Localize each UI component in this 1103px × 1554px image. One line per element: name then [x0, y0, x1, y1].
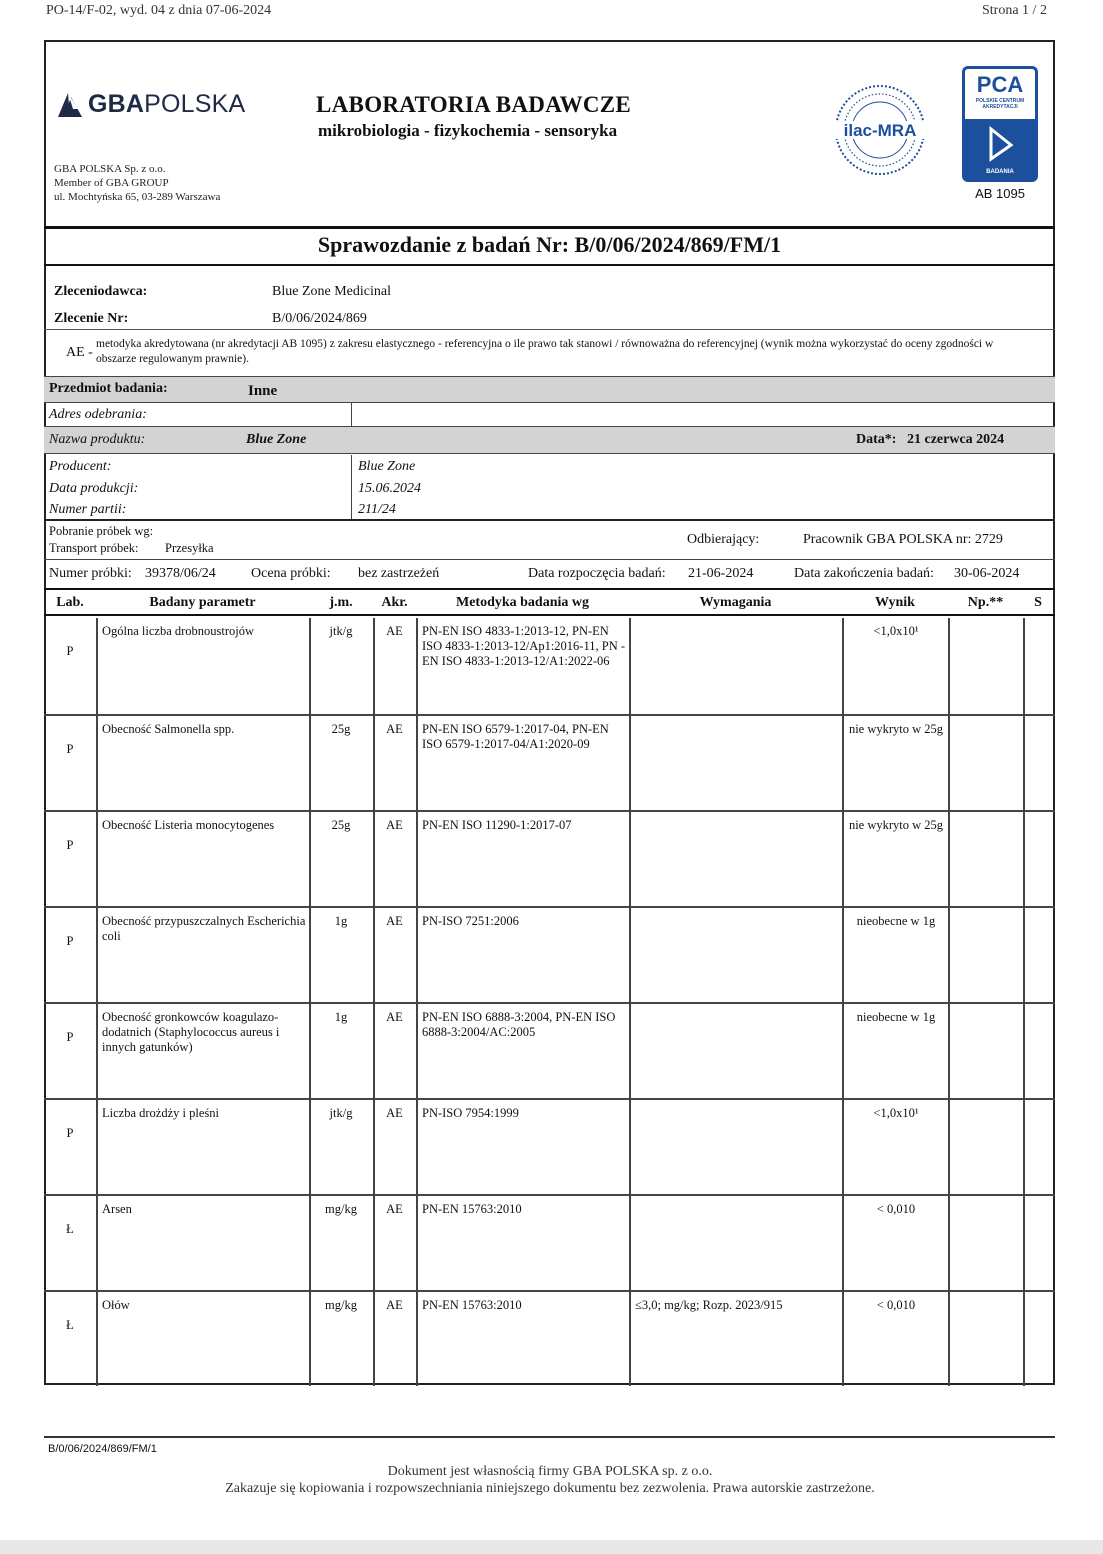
sample-number-label: Numer próbki:	[49, 566, 132, 581]
cell-akr: AE	[386, 1010, 403, 1024]
cell-lab: P	[66, 1126, 74, 1140]
divider	[44, 329, 1055, 330]
cell-unit: mg/kg	[325, 1202, 357, 1216]
cell-akr: AE	[386, 1202, 403, 1216]
cell-unit: 25g	[331, 818, 351, 832]
svg-text:BADANIA: BADANIA	[986, 169, 1014, 175]
cell-result: nie wykryto w 25g	[848, 818, 944, 832]
lab-title: LABORATORIA BADAWCZE	[316, 92, 632, 117]
transport-value: Przesyłka	[165, 541, 214, 555]
subject-label: Przedmiot badania:	[49, 381, 168, 396]
table-row	[44, 1098, 1055, 1194]
cell-method: PN-EN ISO 6579-1:2017-04, PN-EN ISO 6579-1:2017-04/A1:2020-09	[422, 722, 609, 751]
ae-note: metodyka akredytowana (nr akredytacji AB 1095) z zakresu elastycznego - referencyjna o ile prawo tak stanowi / równoważna do referencyjnej (wynik można wykorzystać do oceny zgodności w obszarze regulowanym prawnie).	[96, 338, 994, 365]
cell-akr: AE	[386, 624, 403, 638]
cell-akr: AE	[386, 914, 403, 928]
ilac-mra-seal-icon	[832, 82, 928, 178]
transport-label: Transport próbek:	[49, 541, 139, 555]
col-header-np: Np.**	[967, 595, 1004, 610]
client-label: Zleceniodawca:	[54, 284, 148, 299]
col-header-method: Metodyka badania wg	[455, 595, 590, 610]
cell-lab: P	[66, 742, 74, 756]
results-table-header	[44, 588, 1055, 616]
cell-method: PN-EN 15763:2010	[422, 1298, 522, 1312]
production-date-label: Data produkcji:	[49, 481, 139, 496]
cell-result: < 0,010	[876, 1202, 916, 1216]
cell-param: Obecność Salmonella spp.	[102, 722, 235, 736]
footer-ownership: Dokument jest własnością firmy GBA POLSKA sp. z o.o.	[387, 1464, 713, 1479]
cell-method: PN-EN ISO 11290-1:2017-07	[422, 818, 572, 832]
cell-param: Liczba drożdży i pleśni	[102, 1106, 219, 1120]
form-code: PO-14/F-02, wyd. 04 z dnia 07-06-2024	[46, 3, 272, 18]
product-row	[44, 426, 1055, 454]
table-row	[44, 906, 1055, 1002]
order-value: B/0/06/2024/869	[272, 311, 367, 326]
cell-lab: Ł	[66, 1222, 74, 1236]
gba-logo-text: GBAPOLSKA	[88, 90, 246, 118]
receiver-label: Odbierający:	[687, 532, 760, 547]
cell-lab: Ł	[66, 1318, 74, 1332]
cell-akr: AE	[386, 1106, 403, 1120]
report-title: Sprawozdanie z badań Nr: B/0/06/2024/869/FM/1	[317, 232, 782, 257]
cell-unit: 25g	[331, 722, 351, 736]
producer-value: Blue Zone	[358, 459, 416, 474]
order-label: Zlecenie Nr:	[54, 311, 129, 326]
table-row	[44, 810, 1055, 906]
assessment-label: Ocena próbki:	[251, 566, 331, 581]
table-row	[44, 1194, 1055, 1290]
cell-lab: P	[66, 1030, 74, 1044]
pca-check-icon	[965, 119, 1035, 179]
cell-result: <1,0x10¹	[873, 624, 919, 638]
client-value: Blue Zone Medicinal	[272, 284, 391, 299]
cell-unit: 1g	[334, 1010, 348, 1024]
cell-requirements: ≤3,0; mg/kg; Rozp. 2023/915	[635, 1298, 783, 1312]
address-label: Adres odebrania:	[49, 407, 147, 422]
cell-result: <1,0x10¹	[873, 1106, 919, 1120]
end-date-label: Data zakończenia badań:	[794, 566, 934, 581]
table-row	[44, 714, 1055, 810]
footer-copyright: Zakazuje się kopiowania i rozpowszechniania niniejszego dokumentu bez zezwolenia. Prawa autorskie zastrzeżone.	[225, 1481, 875, 1496]
cell-result: nie wykryto w 25g	[848, 722, 944, 736]
start-date-label: Data rozpoczęcia badań:	[528, 566, 666, 581]
results-table-body	[44, 618, 1055, 1385]
gba-triangle-icon	[56, 91, 88, 119]
cell-param: Ołów	[102, 1298, 130, 1312]
cell-result: < 0,010	[876, 1298, 916, 1312]
ae-code: AE -	[66, 345, 93, 360]
production-date-value: 15.06.2024	[358, 481, 421, 496]
subject-value: Inne	[248, 383, 278, 399]
cell-param: Ogólna liczba drobnoustrojów	[102, 624, 255, 638]
cell-unit: 1g	[334, 914, 348, 928]
receiver-value: Pracownik GBA POLSKA nr: 2729	[803, 532, 1003, 547]
cell-param: Obecność gronkowców koagulazo-dodatnich (Staphylococcus aureus i innych gatunków)	[102, 1010, 280, 1054]
product-value: Blue Zone	[246, 432, 307, 447]
cell-method: PN-EN ISO 6888-3:2004, PN-EN ISO 6888-3:2004/AC:2005	[422, 1010, 616, 1039]
table-row	[44, 1002, 1055, 1098]
cell-unit: jtk/g	[329, 1106, 353, 1120]
product-label: Nazwa produktu:	[49, 432, 146, 447]
table-row	[44, 1290, 1055, 1386]
cell-lab: P	[66, 838, 74, 852]
lab-subtitle: mikrobiologia - fizykochemia - sensoryka	[318, 121, 618, 140]
cell-result: nieobecne w 1g	[856, 1010, 936, 1024]
footer-divider	[44, 1436, 1055, 1438]
footer-report-code: B/0/06/2024/869/FM/1	[48, 1443, 157, 1455]
col-header-param: Badany parametr	[149, 595, 256, 610]
col-header-result: Wynik	[875, 595, 915, 610]
cell-result: nieobecne w 1g	[856, 914, 936, 928]
sampling-label: Pobranie próbek wg:	[49, 524, 154, 538]
col-header-requirements: Wymagania	[699, 595, 772, 610]
assessment-value: bez zastrzeżeń	[358, 566, 440, 581]
cell-akr: AE	[386, 1298, 403, 1312]
start-date-value: 21-06-2024	[688, 566, 754, 581]
accreditation-number: AB 1095	[975, 186, 1025, 201]
col-header-s: S	[1034, 595, 1042, 610]
divider	[44, 264, 1055, 266]
company-address: GBA POLSKA Sp. z o.o. Member of GBA GROUP ul. Mochtyńska 65, 03-289 Warszawa	[54, 163, 221, 203]
cell-method: PN-ISO 7251:2006	[422, 914, 519, 928]
cell-param: Obecność przypuszczalnych Escherichia coli	[102, 914, 306, 943]
cell-unit: mg/kg	[325, 1298, 357, 1312]
cell-param: Arsen	[102, 1202, 132, 1216]
page-number: Strona 1 / 2	[982, 3, 1047, 18]
table-row	[44, 618, 1055, 714]
cell-unit: jtk/g	[329, 624, 353, 638]
cell-method: PN-EN 15763:2010	[422, 1202, 522, 1216]
col-header-lab: Lab.	[56, 595, 84, 610]
cell-method: PN-ISO 7954:1999	[422, 1106, 519, 1120]
bottom-strip	[0, 1540, 1103, 1554]
pca-text: PCA	[976, 72, 1024, 97]
producer-label: Producent:	[49, 459, 112, 474]
cell-param: Obecność Listeria monocytogenes	[102, 818, 275, 832]
ilac-text: ilac-MRA	[843, 121, 917, 140]
cell-lab: P	[66, 644, 74, 658]
batch-value: 211/24	[358, 502, 396, 517]
date-label: Data*:	[856, 432, 897, 447]
subject-row	[44, 376, 1055, 403]
col-header-unit: j.m.	[329, 595, 353, 610]
date-value: 21 czerwca 2024	[907, 432, 1005, 447]
pca-badge: PCA POLSKIE CENTRUM AKREDYTACJI BADANIA	[962, 66, 1038, 182]
cell-akr: AE	[386, 722, 403, 736]
cell-lab: P	[66, 934, 74, 948]
gba-logo	[56, 90, 245, 119]
sample-number-value: 39378/06/24	[145, 566, 216, 581]
cell-akr: AE	[386, 818, 403, 832]
cell-method: PN-EN ISO 4833-1:2013-12, PN-EN ISO 4833-1:2013-12/Ap1:2016-11, PN -EN ISO 4833-1:2013-12/A1:2022-06	[422, 624, 626, 668]
end-date-value: 30-06-2024	[954, 566, 1020, 581]
divider	[44, 226, 1055, 229]
batch-label: Numer partii:	[49, 502, 127, 517]
col-header-akr: Akr.	[381, 595, 408, 610]
